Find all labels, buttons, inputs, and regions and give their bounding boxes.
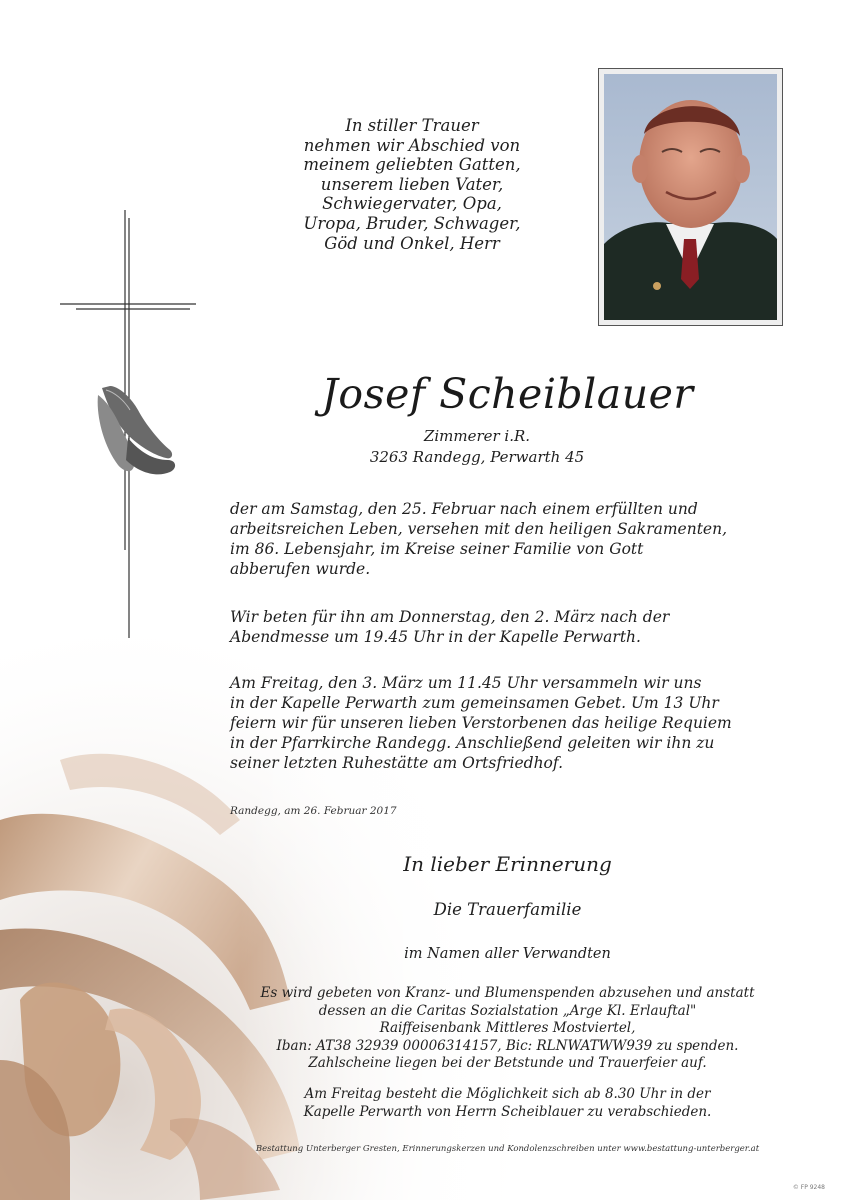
paragraph-funeral	[230, 673, 790, 773]
footer-funeral-home: Bestattung Unterberger Gresten, Erinnerungskerzen und Kondolenzschreiben unter www.bestattung-unterberger.at	[255, 1144, 760, 1154]
paragraph-prayer	[230, 607, 790, 647]
cross-icon	[58, 210, 203, 640]
farewell-line: Kapelle Perwarth von Herrn Scheiblauer zu verabschieden.	[303, 1103, 712, 1120]
paragraph-line: der am Samstag, den 25. Februar nach einem erfüllten und	[230, 500, 698, 518]
dateline: Randegg, am 26. Februar 2017	[230, 805, 397, 817]
paragraph-line: feiern wir für unseren lieben Verstorbenen das heilige Requiem	[230, 714, 732, 732]
family-signature: Die Trauerfamilie	[433, 900, 582, 919]
paragraph-line: abberufen wurde.	[230, 560, 371, 578]
intro-line: In stiller Trauer	[345, 116, 479, 135]
donation-line: Es wird gebeten von Kranz- und Blumenspenden abzusehen und anstatt	[260, 985, 755, 1001]
document-code: © FP 9248	[792, 1184, 825, 1191]
intro-line: nehmen wir Abschied von	[303, 135, 521, 155]
paragraph-line: in der Pfarrkirche Randegg. Anschließend geleiten wir ihn zu	[230, 734, 715, 752]
donation-line: Raiffeisenbank Mittleres Mostviertel,	[379, 1020, 636, 1036]
intro-line: Uropa, Bruder, Schwager,	[303, 213, 521, 233]
address: 3263 Randegg, Perwarth 45	[369, 448, 585, 466]
farewell-notice	[220, 1086, 795, 1121]
donation-request	[220, 985, 795, 1073]
remembrance-heading: In lieber Erinnerung	[403, 852, 612, 876]
occupation: Zimmerer i.R.	[423, 427, 531, 445]
paragraph-line: seiner letzten Ruhestätte am Ortsfriedhof.	[230, 754, 563, 772]
portrait-image	[604, 74, 777, 320]
praying-hands-icon	[98, 386, 175, 474]
deceased-details	[262, 426, 692, 468]
paragraph-line: Am Freitag, den 3. März um 11.45 Uhr versammeln wir uns	[230, 674, 702, 692]
intro-line: meinem geliebten Gatten,	[303, 155, 521, 175]
donation-line: dessen an die Caritas Sozialstation „Arge Kl. Erlauftal"	[318, 1002, 697, 1019]
paragraph-line: arbeitsreichen Leben, versehen mit den heiligen Sakramenten,	[230, 520, 728, 538]
relatives-line: im Namen aller Verwandten	[404, 946, 611, 962]
donation-line: Zahlscheine liegen bei der Betstunde und Trauerfeier auf.	[308, 1055, 707, 1071]
paragraph-line: in der Kapelle Perwarth zum gemeinsamen Gebet. Um 13 Uhr	[230, 694, 719, 712]
intro-line: Göd und Onkel, Herr	[324, 233, 500, 253]
deceased-name: Josef Scheiblauer	[321, 370, 694, 418]
intro-line: Schwiegervater, Opa,	[322, 194, 502, 214]
intro-text	[262, 116, 562, 253]
farewell-line: Am Freitag besteht die Möglichkeit sich ab 8.30 Uhr in der	[304, 1086, 711, 1102]
paragraph-line: Wir beten für ihn am Donnerstag, den 2. März nach der	[230, 608, 670, 626]
paragraph-death	[230, 499, 790, 579]
portrait-photo	[598, 68, 783, 326]
donation-line: Iban: AT38 32939 00006314157, Bic: RLNWATWW939 zu spenden.	[276, 1037, 739, 1054]
paragraph-line: Abendmesse um 19.45 Uhr in der Kapelle Perwarth.	[230, 628, 641, 646]
intro-line: unserem lieben Vater,	[320, 174, 504, 194]
paragraph-line: im 86. Lebensjahr, im Kreise seiner Familie von Gott	[230, 540, 644, 558]
